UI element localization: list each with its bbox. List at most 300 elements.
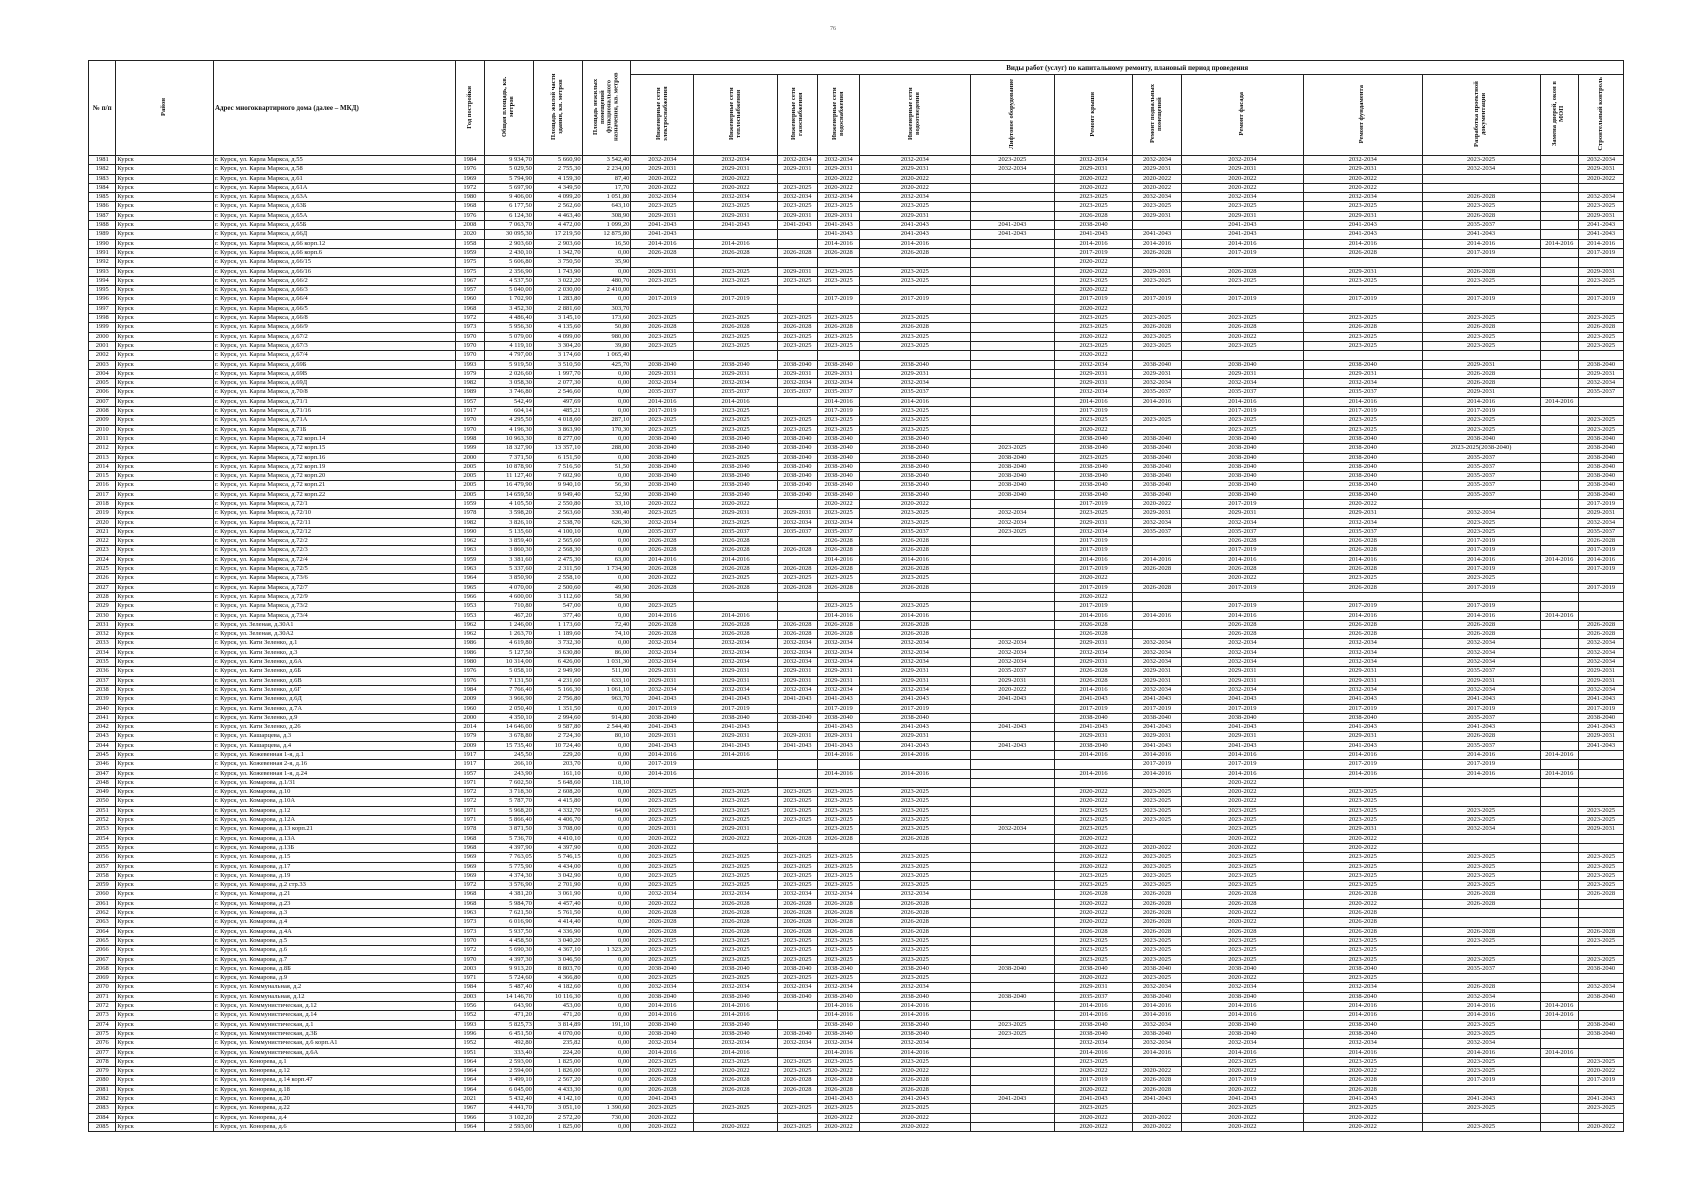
table-cell: 2023-2025 [818,341,860,350]
table-cell [1540,909,1579,918]
table-cell: 2020-2022 [1133,1122,1182,1131]
table-cell [1540,639,1579,648]
table-cell: 2038-2040 [818,1029,860,1038]
table-cell: 2020-2022 [1303,899,1422,908]
table-cell: 2026-2028 [1054,927,1132,936]
table-cell: 2029-2031 [1303,369,1422,378]
table-cell: 2032-2034 [1133,379,1182,388]
table-cell: 2049 [89,788,116,797]
table-cell: 2029-2031 [1181,667,1303,676]
table-cell: 2032-2034 [1303,639,1422,648]
table-cell [1540,1122,1579,1131]
table-cell: 2014 [455,723,484,732]
table-cell: 2020-2022 [859,1067,970,1076]
table-cell: Курск [116,685,214,694]
table-cell: 1978 [455,825,484,834]
table-cell [1540,1104,1579,1113]
table-cell: 2026 [89,574,116,583]
table-cell: 2014-2016 [631,555,694,564]
table-cell: 2023-2025 [859,797,970,806]
table-cell: 2026-2028 [694,630,777,639]
table-cell [970,974,1054,983]
table-cell: 2064 [89,927,116,936]
table-cell: 2020 [89,518,116,527]
table-cell: 2026-2028 [1579,890,1624,899]
table-cell: 7 371,50 [485,453,534,462]
table-row [89,1104,1624,1113]
table-cell: 6 177,50 [485,202,534,211]
table-cell: 2023-2025 [859,1057,970,1066]
table-cell: 2032-2034 [1303,156,1422,165]
table-cell: Курск [116,444,214,453]
table-cell [970,388,1054,397]
table-cell [1540,183,1579,192]
table-cell: 5 746,15 [533,853,582,862]
table-cell [694,843,777,852]
table-cell: 2023-2025 [1303,416,1422,425]
table-cell: 2029-2031 [818,369,860,378]
table-cell: 2038-2040 [1303,1020,1422,1029]
table-cell: 2013 [89,453,116,462]
table-row [89,964,1624,973]
table-row [89,360,1624,369]
table-cell: 2067 [89,955,116,964]
table-cell: 2026-2028 [1422,890,1540,899]
table-cell [970,174,1054,183]
table-cell [970,806,1054,815]
table-cell: 2038-2040 [970,992,1054,1001]
table-cell: 1988 [89,221,116,230]
table-cell [1303,778,1422,787]
table-cell [1540,369,1579,378]
table-cell: 1972 [455,314,484,323]
table-row [89,583,1624,592]
table-row [89,946,1624,955]
table-cell: 0,00 [582,871,631,880]
table-cell: 2023-2025 [1579,1104,1624,1113]
table-cell: 2032-2034 [1422,825,1540,834]
table-cell [694,592,777,601]
table-cell: 0,00 [582,472,631,481]
table-cell: 0,00 [582,397,631,406]
table-cell: Курск [116,574,214,583]
table-cell: 4 142,10 [533,1094,582,1103]
table-cell: 2014-2016 [859,769,970,778]
table-cell: 471,20 [533,1011,582,1020]
table-cell: 2020-2022 [1303,843,1422,852]
table-cell: Курск [116,453,214,462]
table-cell: 0,00 [582,927,631,936]
table-cell: Курск [116,788,214,797]
table-cell: 2020-2022 [818,174,860,183]
table-cell: Курск [116,760,214,769]
table-cell: 1969 [455,862,484,871]
table-cell [970,369,1054,378]
table-cell: 2063 [89,918,116,927]
table-cell: 2023-2025 [1133,788,1182,797]
table-cell [1540,360,1579,369]
table-cell: 2023-2025 [818,425,860,434]
table-cell: 2029-2031 [1181,165,1303,174]
table-cell: г. Курск, ул. Комарова, д.13А [213,834,455,843]
table-row [89,546,1624,555]
table-cell: Курск [116,1048,214,1057]
table-cell: 2038-2040 [970,453,1054,462]
table-cell [1540,583,1579,592]
table-cell: 2023-2025 [1579,806,1624,815]
table-cell: Курск [116,974,214,983]
table-cell: 2038-2040 [818,360,860,369]
table-cell: 7 602,50 [485,778,534,787]
table-cell: 2032-2034 [1579,639,1624,648]
table-cell: 485,21 [533,407,582,416]
table-cell: 2030 [89,611,116,620]
table-cell [970,760,1054,769]
table-row [89,1039,1624,1048]
table-cell: 2014-2016 [1054,769,1132,778]
table-cell: 2032-2034 [1422,648,1540,657]
table-row [89,565,1624,574]
table-cell: 2038-2040 [777,453,818,462]
table-cell [1540,211,1579,220]
table-cell: 4 797,00 [485,351,534,360]
table-cell: 191,10 [582,1020,631,1029]
table-cell: 0,00 [582,546,631,555]
table-cell: 2020-2022 [1133,843,1182,852]
table-cell: 1963 [455,565,484,574]
table-cell: 2041-2043 [1303,695,1422,704]
table-cell: 2035-2037 [777,527,818,536]
table-cell: 2026-2028 [859,1085,970,1094]
table-cell: 2020-2022 [1181,174,1303,183]
table-cell: 2020-2022 [631,843,694,852]
table-cell: 2023-2025 [818,202,860,211]
table-cell: 2035-2037 [859,527,970,536]
table-cell: 2029-2031 [777,267,818,276]
table-cell: 2032-2034 [1181,685,1303,694]
table-cell: 0,00 [582,295,631,304]
table-cell: 2023-2025 [859,862,970,871]
table-cell: 2020-2022 [631,1067,694,1076]
table-cell: г. Курск, ул. Зеленая, д.30А2 [213,630,455,639]
table-cell: 2020-2022 [1133,499,1182,508]
table-cell: Курск [116,397,214,406]
table-cell: 2026-2028 [859,918,970,927]
table-cell: 2023-2025 [631,425,694,434]
table-cell: 2038-2040 [1054,472,1132,481]
table-cell: 2026-2028 [694,909,777,918]
table-cell [694,778,777,787]
table-cell: 2029-2031 [694,676,777,685]
table-cell: 0,00 [582,611,631,620]
table-cell: Курск [116,843,214,852]
table-cell [1579,592,1624,601]
table-cell: 5 825,73 [485,1020,534,1029]
table-cell: 2 994,60 [533,713,582,722]
table-cell [1133,258,1182,267]
table-cell: 7 766,40 [485,685,534,694]
table-cell: 287,10 [582,416,631,425]
table-cell: 2017-2019 [1181,602,1303,611]
table-cell: 2020-2022 [1054,1085,1132,1094]
table-cell: г. Курск, ул. Кожевенная 1-я, д.24 [213,769,455,778]
table-cell: 2026-2028 [777,927,818,936]
table-cell: г. Курск, ул. Кати Зеленко, д.6А [213,658,455,667]
table-cell: 7 602,90 [533,472,582,481]
table-cell: 2038-2040 [631,360,694,369]
table-cell [1540,286,1579,295]
table-cell: 1980 [455,658,484,667]
table-cell: 2 026,60 [485,369,534,378]
table-cell [1540,388,1579,397]
table-cell: 2026-2028 [818,583,860,592]
table-cell: Курск [116,1094,214,1103]
table-cell: 2026-2028 [818,918,860,927]
table-cell [970,258,1054,267]
table-cell: 2020-2022 [1054,899,1132,908]
table-cell: 0,00 [582,834,631,843]
col-header-number: № п/п [89,61,116,156]
table-cell: 2000 [89,332,116,341]
table-cell: 730,00 [582,1113,631,1122]
table-cell: 2038-2040 [777,964,818,973]
table-row [89,267,1624,276]
table-cell: 2004 [89,369,116,378]
table-cell: 2026-2028 [777,323,818,332]
table-cell: Курск [116,871,214,880]
table-cell: 2026-2028 [859,899,970,908]
table-cell: 2020-2022 [859,499,970,508]
table-cell: 2020-2022 [694,1122,777,1131]
table-cell: 2029-2031 [1133,165,1182,174]
table-cell: 10 878,90 [485,462,534,471]
table-cell: 1 246,00 [485,620,534,629]
table-cell: 4 099,20 [533,193,582,202]
table-cell: 2014-2016 [1181,611,1303,620]
table-cell: 2014-2016 [1422,555,1540,564]
table-row [89,304,1624,313]
table-cell: 2003 [455,992,484,1001]
table-cell: 2032-2034 [859,1039,970,1048]
table-cell: 2032-2034 [818,685,860,694]
table-cell: 2026-2028 [859,248,970,257]
table-cell: 2023-2025 [859,974,970,983]
table-row [89,397,1624,406]
table-cell: 2035-2037 [1422,221,1540,230]
table-cell: 2026-2028 [859,1076,970,1085]
table-cell: 2069 [89,974,116,983]
table-cell: 1967 [455,1104,484,1113]
table-cell: 2038-2040 [1181,713,1303,722]
table-row [89,537,1624,546]
table-cell: 2026-2028 [694,620,777,629]
table-cell [1181,258,1303,267]
table-cell: 2038-2040 [859,481,970,490]
table-cell: г. Курск, ул. Кашарцева, д.4 [213,741,455,750]
table-cell: 2014-2016 [1133,239,1182,248]
table-cell: 0,00 [582,602,631,611]
table-cell: г. Курск, ул. Карла Маркса, д.72 корп.19 [213,462,455,471]
table-cell: 2017 [89,490,116,499]
table-row [89,239,1624,248]
table-cell: 2 030,00 [533,286,582,295]
table-cell: 235,82 [533,1039,582,1048]
table-cell: 2023-2025 [694,955,777,964]
table-cell: 377,40 [533,611,582,620]
table-cell: 2026-2028 [1579,537,1624,546]
table-cell: 16,50 [582,239,631,248]
table-row [89,490,1624,499]
table-cell: 2032-2034 [1054,388,1132,397]
table-cell: 2056 [89,853,116,862]
table-cell [777,751,818,760]
table-cell: 2041-2043 [818,741,860,750]
table-cell [1540,416,1579,425]
table-cell: 2041-2043 [1422,723,1540,732]
table-cell: 2017-2019 [1133,760,1182,769]
table-cell: 9 913,20 [485,964,534,973]
table-cell: 2038-2040 [1303,481,1422,490]
table-cell: 2023-2025 [1133,276,1182,285]
table-row [89,323,1624,332]
table-cell [1579,974,1624,983]
table-cell: г. Курск, ул. Коммунистическая, д.3Б [213,1029,455,1038]
table-cell: 0,00 [582,1122,631,1131]
table-cell: г. Курск, ул. Комарова, д.8Б [213,964,455,973]
table-cell: Курск [116,156,214,165]
table-cell: 2023-2025 [1181,955,1303,964]
table-cell: Курск [116,611,214,620]
table-cell: 2040 [89,704,116,713]
table-cell [1579,760,1624,769]
table-cell: 2068 [89,964,116,973]
table-cell: 1970 [455,416,484,425]
table-cell: 2017-2019 [694,295,777,304]
table-cell: 2026-2028 [1303,909,1422,918]
table-cell: 2032-2034 [631,685,694,694]
table-cell: 4 135,60 [533,323,582,332]
table-cell [1540,425,1579,434]
table-cell [1054,760,1132,769]
table-cell: 0,00 [582,760,631,769]
table-cell: 2014-2016 [1054,555,1132,564]
table-cell: 2032-2034 [1422,639,1540,648]
table-cell: 2034 [89,648,116,657]
table-cell: 2023-2025 [694,1057,777,1066]
table-cell: 0,00 [582,453,631,462]
table-cell: 2038-2040 [1579,444,1624,453]
table-cell: 2029-2031 [859,676,970,685]
table-cell: 2026-2028 [1133,1085,1182,1094]
table-cell: 2032-2034 [818,1039,860,1048]
table-cell: 2018 [89,499,116,508]
table-cell: 2026-2028 [1422,323,1540,332]
table-cell [970,1039,1054,1048]
table-cell: 2023-2025 [818,332,860,341]
table-cell: 2023-2025 [818,955,860,964]
table-cell: 2020-2022 [1054,286,1132,295]
table-cell [859,760,970,769]
table-cell: 2029-2031 [694,732,777,741]
table-cell: 2026-2028 [631,565,694,574]
table-cell: 2020-2022 [631,1122,694,1131]
table-cell: 2023-2025 [859,816,970,825]
table-cell: 2005 [89,379,116,388]
table-cell: 2035-2037 [1579,527,1624,536]
table-cell: 2014-2016 [859,1002,970,1011]
table-row [89,416,1624,425]
table-cell: 2041-2043 [1181,230,1303,239]
table-cell [777,1020,818,1029]
table-cell: 2023-2025 [777,816,818,825]
table-cell: 2014-2016 [1054,1002,1132,1011]
table-cell: 2 881,60 [533,304,582,313]
table-cell: 2026-2028 [859,927,970,936]
table-cell: 2038-2040 [970,472,1054,481]
table-cell: 2026-2028 [1181,927,1303,936]
table-cell: 2023-2025 [1181,825,1303,834]
table-cell: г. Курск, ул. Комарова, д.4 [213,918,455,927]
table-cell [631,258,694,267]
table-cell: 0,00 [582,797,631,806]
table-cell: г. Курск, ул. Карла Маркса, д.66/5 [213,304,455,313]
table-cell: 3 966,90 [485,695,534,704]
table-cell: г. Курск, ул. Комарова, д.15 [213,853,455,862]
table-cell: 2023-2025 [631,862,694,871]
table-cell: 2038-2040 [777,434,818,443]
table-cell: 2041-2043 [1133,230,1182,239]
table-cell: 2023-2025 [859,806,970,815]
table-cell: 2026-2028 [631,546,694,555]
table-cell: 2032-2034 [777,890,818,899]
table-cell: 2014-2016 [1303,611,1422,620]
table-cell: 2050 [89,797,116,806]
table-cell: 1 099,20 [582,221,631,230]
table-cell: 1 997,70 [533,369,582,378]
table-cell: 6 016,90 [485,918,534,927]
table-cell: 2038-2040 [777,444,818,453]
table-cell: г. Курск, ул. Кашарцева, д.3 [213,732,455,741]
table-cell: 2035-2037 [818,527,860,536]
table-cell: 2032-2034 [777,193,818,202]
table-cell: 2032-2034 [859,890,970,899]
table-cell: 3 499,10 [485,1076,534,1085]
table-cell [970,983,1054,992]
table-cell [1133,620,1182,629]
table-cell [1540,434,1579,443]
table-cell: 2023-2025 [1422,1029,1540,1038]
table-cell: 2026-2028 [859,834,970,843]
table-cell: 2023-2025 [818,602,860,611]
table-cell: 2014-2016 [1540,239,1579,248]
table-cell: г. Курск, ул. Кати Зеленко, д.3 [213,648,455,657]
table-cell: 2023-2025 [631,936,694,945]
table-cell [1540,527,1579,536]
table-cell: 2023-2025 [777,1104,818,1113]
table-cell: 0,00 [582,816,631,825]
table-cell: 2023-2025 [818,1057,860,1066]
table-cell: 2014-2016 [859,1011,970,1020]
table-cell: г. Курск, ул. Комарова, д.12А [213,816,455,825]
table-cell: 2023-2025 [818,574,860,583]
table-cell: 2038-2040 [777,490,818,499]
table-row [89,788,1624,797]
table-cell: 8 277,00 [533,434,582,443]
table-row [89,667,1624,676]
table-cell: 2041-2043 [777,695,818,704]
table-cell: 2014-2016 [859,555,970,564]
table-cell: 2020-2022 [1054,1067,1132,1076]
